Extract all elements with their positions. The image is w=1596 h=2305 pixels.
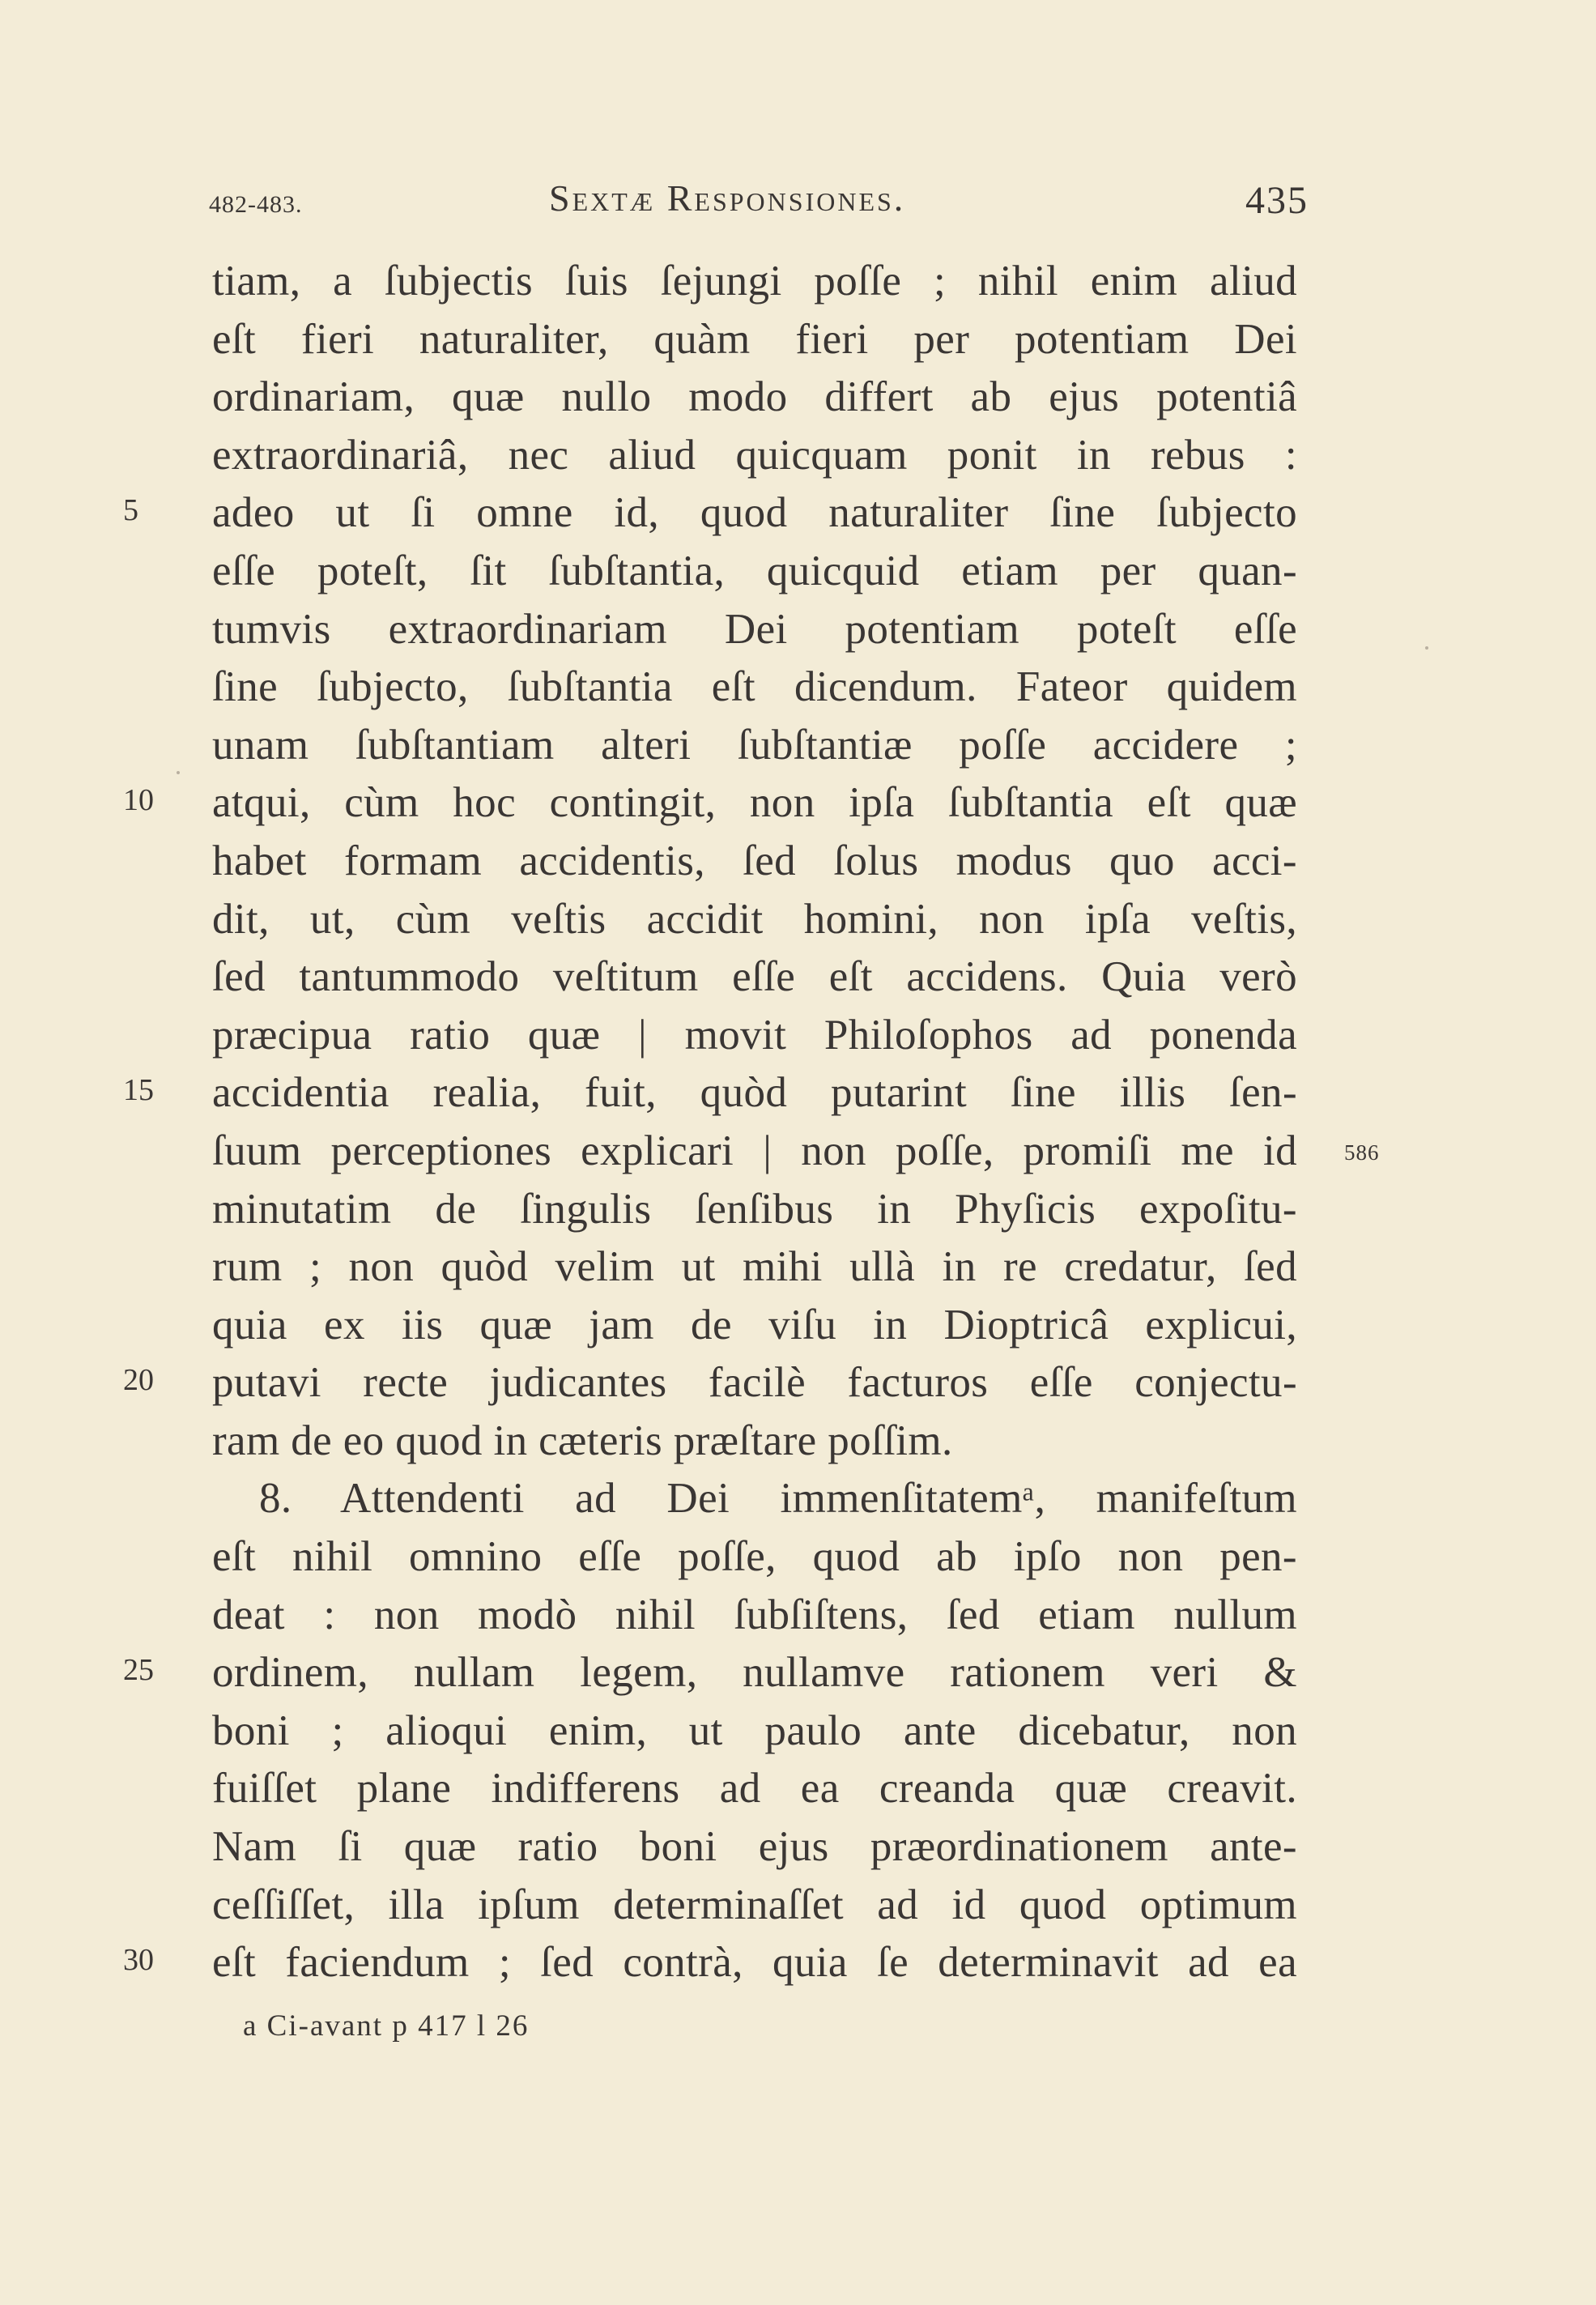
body-text bbox=[123, 253, 1297, 1992]
text-line: accidentia realia, fuit, quòd putarint ſine illis ſen- bbox=[212, 1069, 1297, 1117]
text-line: fuiſſet plane indifferens ad ea creanda quæ creavit. bbox=[212, 1765, 1297, 1813]
line-number: 5 bbox=[123, 493, 138, 527]
text-line: eſt fieri naturaliter, quàm fieri per potentiam Dei bbox=[212, 315, 1297, 363]
text-line: ceſſiſſet, illa ipſum determinaſſet ad id quod optimum bbox=[212, 1881, 1297, 1928]
text-line: Nam ſi quæ ratio boni ejus præordinationem ante- bbox=[212, 1823, 1297, 1871]
text-line: ordinariam, quæ nullo modo differt ab ejus potentiâ bbox=[212, 373, 1297, 421]
paper-speck bbox=[177, 771, 180, 774]
text-line: deat : non modò nihil ſubſiſtens, ſed etiam nullum bbox=[212, 1591, 1297, 1638]
text-line: ſed tantummodo veſtitum eſſe eſt accidens. Quia verò bbox=[212, 953, 1297, 1001]
text-line: putavi recte judicantes facilè facturos eſſe conjectu- bbox=[212, 1359, 1297, 1407]
text-line: tumvis extraordinariam Dei potentiam poteſt eſſe bbox=[212, 605, 1297, 653]
text-line: minutatim de ſingulis ſenſibus in Phyſicis expoſitu- bbox=[212, 1185, 1297, 1233]
text-line: ordinem, nullam legem, nullamve rationem veri & bbox=[212, 1649, 1297, 1697]
running-title: Sextæ Responsiones. bbox=[549, 177, 906, 219]
text-line: habet formam accidentis, ſed ſolus modus quo acci- bbox=[212, 837, 1297, 884]
page-range: 482-483. bbox=[209, 191, 303, 218]
text-line: ſine ſubjecto, ſubſtantia eſt dicendum. Fateor quidem bbox=[212, 663, 1297, 711]
line-number: 20 bbox=[123, 1363, 154, 1397]
edition-page-marker: 586 bbox=[1344, 1140, 1380, 1165]
line-number: 10 bbox=[123, 783, 154, 817]
text-line: unam ſubſtantiam alteri ſubſtantiæ poſſe accidere ; bbox=[212, 721, 1297, 769]
running-head bbox=[209, 177, 1309, 225]
text-line: ram de eo quod in cæteris præſtare poſſim. bbox=[212, 1417, 953, 1464]
text-line: eſſe poteſt, ſit ſubſtantia, quicquid etiam per quan- bbox=[212, 547, 1297, 594]
text-line: adeo ut ſi omne id, quod naturaliter ſine ſubjecto bbox=[212, 489, 1297, 537]
text-line: dit, ut, cùm veſtis accidit homini, non ipſa veſtis, bbox=[212, 895, 1297, 943]
text-line: rum ; non quòd velim ut mihi ullà in re credatur, ſed bbox=[212, 1243, 1297, 1291]
text-line: quia ex iis quæ jam de viſu in Dioptricâ explicui, bbox=[212, 1301, 1297, 1348]
text-line: præcipua ratio quæ | movit Philoſophos ad ponenda bbox=[212, 1011, 1297, 1059]
text-line: tiam, a ſubjectis ſuis ſejungi poſſe ; nihil enim aliud bbox=[212, 258, 1297, 305]
text-line: eſt faciendum ; ſed contrà, quia ſe determinavit ad ea bbox=[212, 1939, 1297, 1987]
text-line: extraordinariâ, nec aliud quicquam ponit in rebus : bbox=[212, 431, 1297, 479]
text-line: eſt nihil omnino eſſe poſſe, quod ab ipſo non pen- bbox=[212, 1533, 1297, 1581]
line-number: 30 bbox=[123, 1943, 154, 1977]
footnote: a Ci-avant p 417 l 26 bbox=[243, 2009, 530, 2043]
text-line: atqui, cùm hoc contingit, non ipſa ſubſtantia eſt quæ bbox=[212, 779, 1297, 827]
paper-speck bbox=[1425, 646, 1428, 650]
text-line: 8. Attendenti ad Dei immenſitatemᵃ, manifeſtum bbox=[259, 1475, 1297, 1523]
page-number: 435 bbox=[1245, 179, 1309, 222]
line-number: 15 bbox=[123, 1073, 154, 1107]
line-number: 25 bbox=[123, 1653, 154, 1687]
text-line: ſuum perceptiones explicari | non poſſe, promiſi me id bbox=[212, 1127, 1297, 1174]
text-line: boni ; alioqui enim, ut paulo ante dicebatur, non bbox=[212, 1706, 1297, 1754]
